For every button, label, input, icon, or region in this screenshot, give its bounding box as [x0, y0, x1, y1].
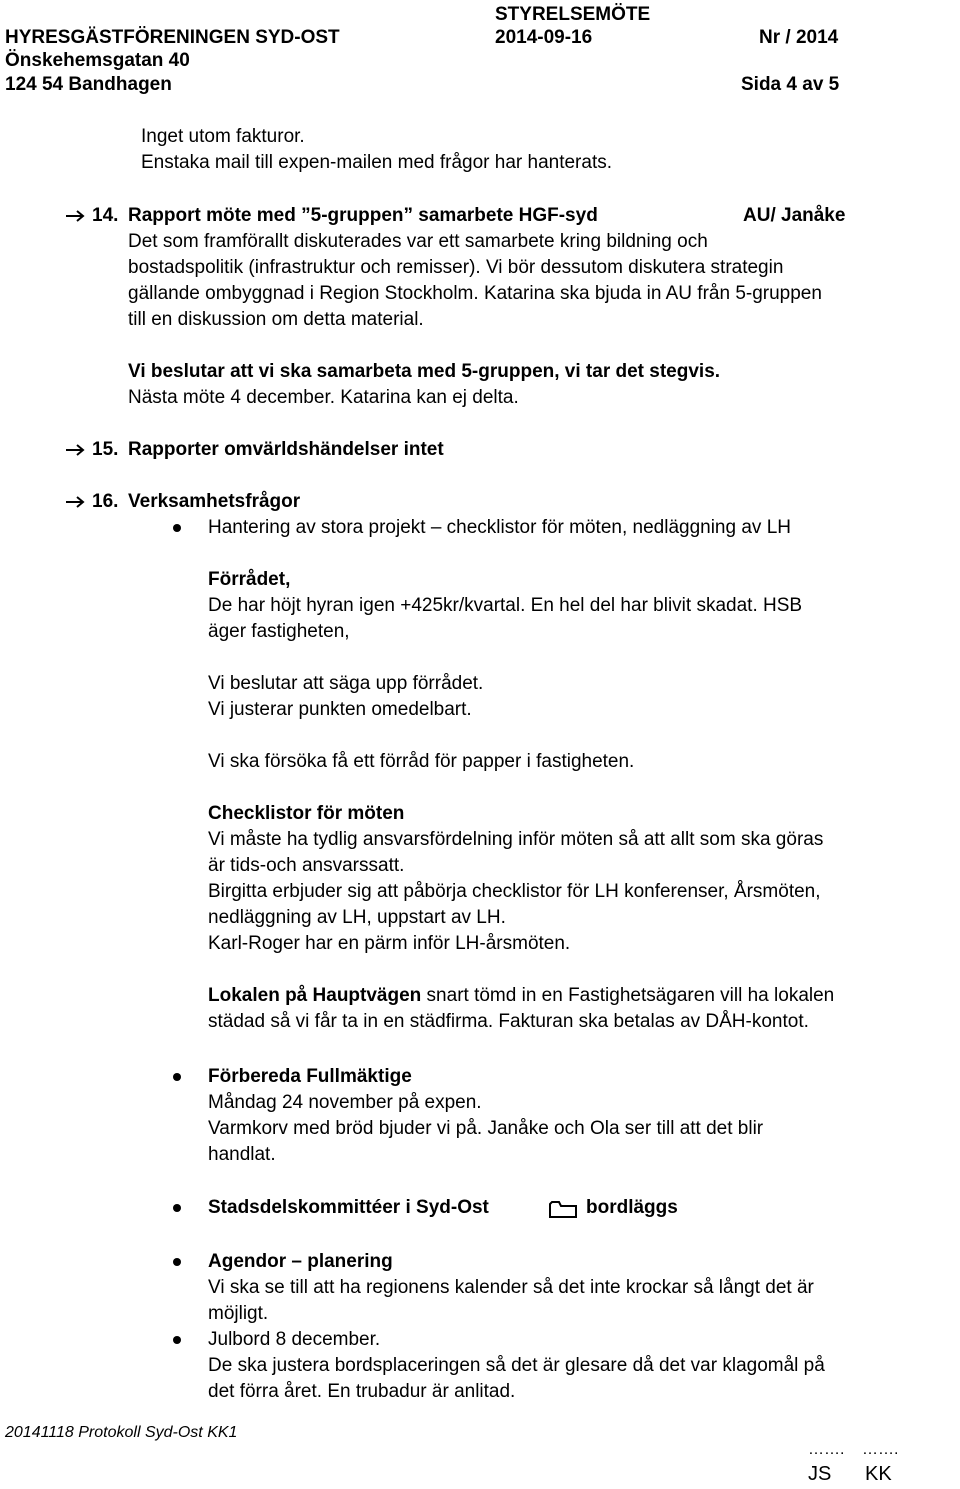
lokalen-paragraph — [208, 983, 834, 1009]
meeting-date: 2014-09-16 — [495, 27, 593, 48]
forradet-extra: Vi ska försöka få ett förråd för papper i fastigheten. — [208, 751, 635, 772]
folder-icon — [549, 1200, 577, 1218]
checklist-line: Birgitta erbjuder sig att påbörja checklistor för LH konferenser, Årsmöten, — [208, 881, 821, 902]
item-16-number: 16. — [92, 491, 119, 512]
julbord-line: det förra året. En trubadur är anlitad. — [208, 1381, 516, 1402]
document-number: Nr / 2014 — [759, 27, 839, 48]
arrow-right-icon — [66, 443, 88, 457]
fullmaktige-line: Måndag 24 november på expen. — [208, 1092, 482, 1113]
text-line: Inget utom fakturor. — [141, 126, 305, 147]
forradet-heading: Förrådet, — [208, 569, 291, 590]
item-15-title: Rapporter omvärldshändelser intet — [128, 439, 444, 460]
julbord-line: De ska justera bordsplaceringen så det är glesare då det var klagomål på — [208, 1355, 825, 1376]
item-14-number: 14. — [92, 205, 119, 226]
item-14-decision: Vi beslutar att vi ska samarbeta med 5-gruppen, vi tar det stegvis. — [128, 361, 721, 382]
forradet-decision: Vi justerar punkten omedelbart. — [208, 699, 472, 720]
checklist-line: Karl-Roger har en pärm inför LH-årsmöten. — [208, 933, 571, 954]
signature-line: ……. — [808, 1441, 845, 1458]
item-14-body-line: bostadspolitik (infrastruktur och remisser). Vi bör dessutom diskutera strategin — [128, 257, 784, 278]
checklist-line: är tids-och ansvarssatt. — [208, 855, 405, 876]
organization-name: HYRESGÄSTFÖRENINGEN SYD-OST — [5, 27, 340, 48]
item-14-title: Rapport möte med ”5-gruppen” samarbete HGF-syd — [128, 205, 598, 226]
lokalen-line: städad så vi får ta in en städfirma. Fakturan ska betalas av DÅH-kontot. — [208, 1011, 809, 1032]
bullet-icon — [173, 1073, 181, 1081]
checklist-line: nedläggning av LH, uppstart av LH. — [208, 907, 506, 928]
fullmaktige-heading: Förbereda Fullmäktige — [208, 1066, 412, 1087]
postal-address: 124 54 Bandhagen — [5, 74, 172, 95]
item-16-title: Verksamhetsfrågor — [128, 491, 301, 512]
arrow-right-icon — [66, 495, 88, 509]
arrow-right-icon — [66, 209, 88, 223]
document-type: STYRELSEMÖTE — [495, 4, 651, 25]
forradet-decision: Vi beslutar att säga upp förrådet. — [208, 673, 484, 694]
item-15-number: 15. — [92, 439, 119, 460]
forradet-line: De har höjt hyran igen +425kr/kvartal. En hel del har blivit skadat. HSB — [208, 595, 803, 616]
stadsdel-status: bordläggs — [586, 1197, 678, 1218]
item-14-responsible: AU/ Janåke — [743, 205, 846, 226]
checklist-heading: Checklistor för möten — [208, 803, 405, 824]
page-number: Sida 4 av 5 — [741, 74, 840, 95]
agendor-heading: Agendor – planering — [208, 1251, 393, 1272]
bullet-text: Hantering av stora projekt – checklistor för möten, nedläggning av LH — [208, 517, 791, 538]
agendor-line: möjligt. — [208, 1303, 269, 1324]
protocol-reference: 20141118 Protokoll Syd-Ost KK1 — [5, 1424, 238, 1441]
fullmaktige-line: handlat. — [208, 1144, 276, 1165]
forradet-line: äger fastigheten, — [208, 621, 350, 642]
lokalen-heading: Lokalen på Hauptvägen — [208, 985, 422, 1006]
stadsdel-heading: Stadsdelskommittéer i Syd-Ost — [208, 1197, 489, 1218]
bullet-icon — [173, 1258, 181, 1266]
bullet-icon — [173, 1336, 181, 1344]
julbord-heading: Julbord 8 december. — [208, 1329, 381, 1350]
signature-line: ……. — [862, 1441, 899, 1458]
item-14-next-meeting: Nästa möte 4 december. Katarina kan ej delta. — [128, 387, 519, 408]
item-14-body-line: gällande ombyggnad i Region Stockholm. Katarina ska bjuda in AU från 5-gruppen — [128, 283, 822, 304]
bullet-icon — [173, 1204, 181, 1212]
item-14-body-line: till en diskussion om detta material. — [128, 309, 424, 330]
lokalen-text: snart tömd in en Fastighetsägaren vill ha lokalen — [421, 985, 835, 1006]
item-14-body-line: Det som framförallt diskuterades var ett samarbete kring bildning och — [128, 231, 708, 252]
fullmaktige-line: Varmkorv med bröd bjuder vi på. Janåke och Ola ser till att det blir — [208, 1118, 764, 1139]
bullet-icon — [173, 524, 181, 532]
text-line: Enstaka mail till expen-mailen med frågor har hanterats. — [141, 152, 613, 173]
checklist-line: Vi måste ha tydlig ansvarsfördelning inför möten så att allt som ska göras — [208, 829, 824, 850]
agendor-line: Vi ska se till att ha regionens kalender så det inte krockar så långt det är — [208, 1277, 814, 1298]
signature-initials-kk: KK — [865, 1463, 892, 1485]
signature-initials-js: JS — [808, 1463, 832, 1485]
street-address: Önskehemsgatan 40 — [5, 50, 190, 71]
